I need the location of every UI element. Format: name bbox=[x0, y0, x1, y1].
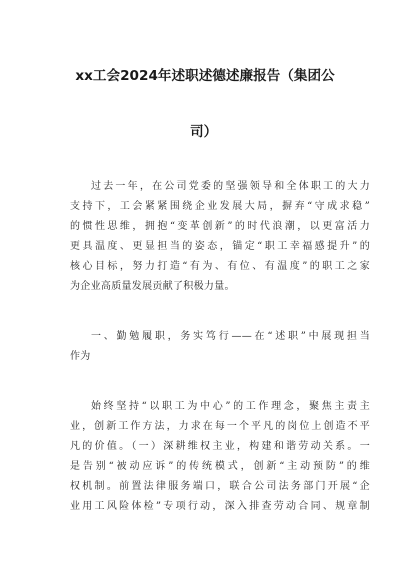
paragraph-2-line: 权机制。前置法律服务端口，联合公司法务部门开展“企 bbox=[70, 481, 370, 492]
paragraph-1-line: 的惯性思维，拥抱“变革创新”的时代浪潮，以更富活力 bbox=[70, 221, 370, 232]
paragraph-2-line: 业，创新工作方法，力求在每一个平凡的岗位上创造不平 bbox=[70, 421, 370, 432]
paragraph-2-line: 业用工风险体检”专项行动，深入排查劳动合同、规章制 bbox=[70, 501, 370, 512]
paragraph-1-line: 为企业高质量发展贡献了积极力量。 bbox=[70, 281, 235, 292]
document-title-line-2: 司） bbox=[190, 124, 218, 140]
paragraph-1-line: 过去一年，在公司党委的坚强领导和全体职工的大力 bbox=[91, 181, 370, 192]
section-1-heading-line: 作为 bbox=[70, 351, 91, 362]
paragraph-1-line: 支持下，工会紧紧围绕企业发展大局，摒弃“守成求稳” bbox=[70, 201, 370, 212]
paragraph-1-line: 更具温度、更显担当的姿态，锚定“职工幸福感提升”的 bbox=[70, 241, 370, 252]
document-title-line-1: xx工会2024年述职述德述廉报告（集团公 bbox=[75, 68, 335, 84]
paragraph-2-line: 始终坚持“以职工为中心”的工作理念，聚焦主责主 bbox=[91, 401, 370, 412]
paragraph-2-line: 凡的价值。（一）深耕维权主业，构建和谐劳动关系。一 bbox=[70, 441, 370, 452]
paragraph-2-line: 是告别“被动应诉”的传统模式，创新“主动预防”的维 bbox=[70, 461, 370, 472]
section-1-heading-line: 一、勤勉履职，务实笃行——在“述职”中展现担当 bbox=[91, 331, 370, 342]
paragraph-1-line: 核心目标，努力打造“有为、有位、有温度”的职工之家 bbox=[70, 261, 370, 272]
